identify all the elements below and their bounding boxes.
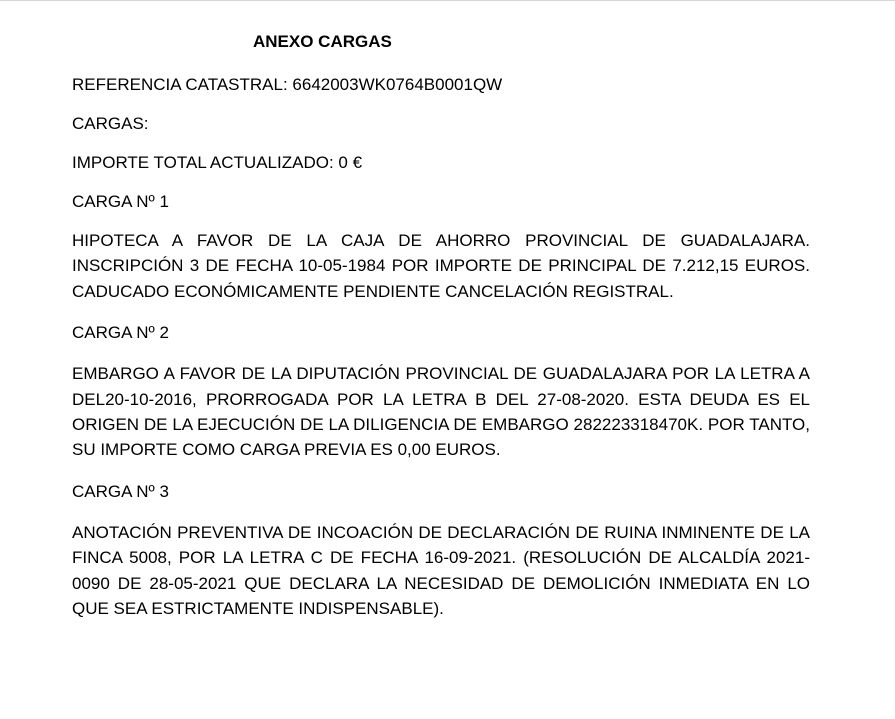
carga-1-text: HIPOTECA A FAVOR DE LA CAJA DE AHORRO PROVINCIAL DE GUADALAJARA. INSCRIPCIÓN 3 DE FECHA 10-05-1984 POR IMPORTE DE PRINCIPAL DE 7.212,15 EUROS. CADUCADO ECONÓMICAMENTE PENDIENTE CANCELACIÓN REGISTRAL. bbox=[72, 231, 810, 301]
carga-1-heading: CARGA Nº 1 bbox=[72, 192, 169, 211]
document-page bbox=[72, 30, 810, 621]
referencia-catastral: REFERENCIA CATASTRAL: 6642003WK0764B0001QW bbox=[72, 75, 503, 94]
page-top-border bbox=[0, 0, 895, 1]
carga-3-text: ANOTACIÓN PREVENTIVA DE INCOACIÓN DE DECLARACIÓN DE RUINA INMINENTE DE LA FINCA 5008, POR LA LETRA C DE FECHA 16-09-2021. (RESOLUCIÓN DE ALCALDÍA 2021-0090 DE 28-05-2021 QUE DECLARA LA NECESIDAD DE DEMOLICIÓN INMEDIATA EN LO QUE SEA ESTRICTAMENTE INDISPENSABLE). bbox=[72, 522, 810, 619]
cargas-label: CARGAS: bbox=[72, 114, 149, 133]
carga-2-text: EMBARGO A FAVOR DE LA DIPUTACIÓN PROVINCIAL DE GUADALAJARA POR LA LETRA A DEL20-10-2016, PRORROGADA POR LA LETRA B DEL 27-08-2020. ESTA DEUDA ES EL ORIGEN DE LA EJECUCIÓN DE LA DILIGENCIA DE EMBARGO 282223318470K. POR TANTO, SU IMPORTE COMO CARGA PREVIA ES 0,00 EUROS. bbox=[72, 364, 810, 460]
carga-3-heading: CARGA Nº 3 bbox=[72, 481, 169, 501]
importe-total: IMPORTE TOTAL ACTUALIZADO: 0 € bbox=[72, 153, 363, 172]
document-title: ANEXO CARGAS bbox=[253, 32, 392, 51]
carga-2-heading: CARGA Nº 2 bbox=[72, 323, 169, 343]
